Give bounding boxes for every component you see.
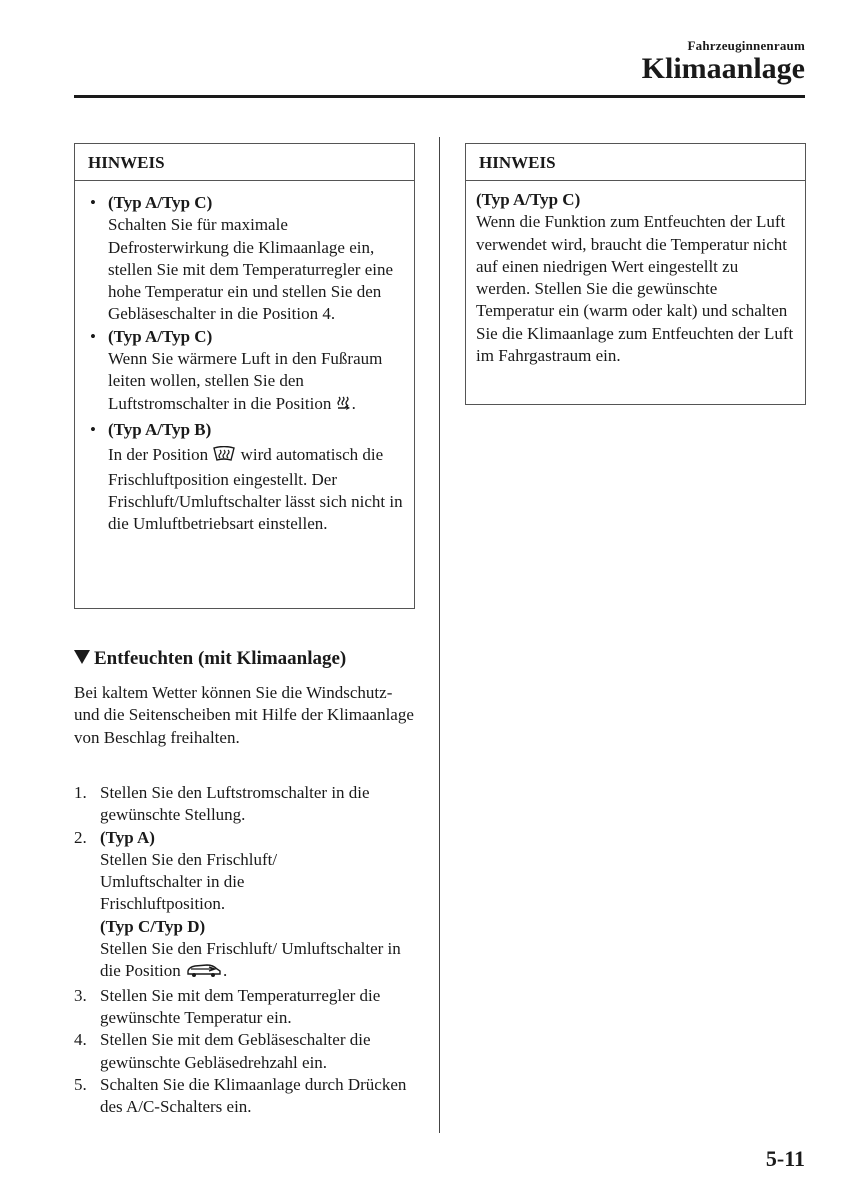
steps-list <box>74 782 419 1118</box>
note-text: Wenn die Funktion zum Entfeuchten der Luft verwendet wird, braucht die Temperatur nicht auf einen niedrigen Wert eingestellt zu werden. Stellen Sie die gewünschte Temperatur ein (warm oder kalt) und schalten Sie die Klimaanlage zum Entfeuchten der Luft im Fahrgastraum ein. <box>476 212 794 366</box>
step-text: Stellen Sie mit dem Gebläseschalter die gewünschte Gebläsedrehzahl ein. <box>100 1030 371 1072</box>
windshield-defrost-icon <box>212 446 236 468</box>
note-label: (Typ A/Typ C) <box>476 190 581 209</box>
list-item <box>74 985 419 1030</box>
item-text-wrap <box>108 348 409 417</box>
step-number: 2. <box>74 827 87 847</box>
item-text-wrap <box>108 444 409 535</box>
item-label: (Typ A/Typ B) <box>108 419 212 439</box>
triangle-icon <box>74 648 90 670</box>
section-heading <box>74 648 346 670</box>
bullet: • <box>90 326 96 346</box>
list-item <box>84 326 409 417</box>
step-text: Stellen Sie den Luftstromschalter in die gewünschte Stellung. <box>100 783 370 825</box>
bullet: • <box>90 193 96 212</box>
step-text: Stellen Sie den Frischluft/ Umluftschalter in die Position <box>100 939 401 981</box>
list-item <box>74 1029 419 1074</box>
step-number: 3. <box>74 985 87 1005</box>
step-text-wrap <box>100 938 419 985</box>
item-text-pre: In der Position <box>108 445 209 465</box>
floor-defrost-icon <box>336 395 352 417</box>
step-number: 5. <box>74 1074 87 1094</box>
step-number: 1. <box>74 783 87 802</box>
item-label: (Typ A/Typ C) <box>108 326 213 346</box>
item-text: Schalten Sie für maximale Defrosterwirkung die Klimaanlage ein, stellen Sie mit dem Temperaturregler eine hohe Temperatur ein und stellen Sie den Gebläseschalter in die Position 4. <box>108 215 394 324</box>
list-item <box>74 1074 419 1119</box>
page-number: 5-11 <box>765 1146 805 1171</box>
list-item <box>84 419 409 535</box>
column-divider <box>439 137 440 1133</box>
step-number: 4. <box>74 1030 87 1050</box>
page-title: Klimaanlage <box>641 52 805 85</box>
item-tail: . <box>351 393 356 413</box>
note-left-content <box>84 192 409 535</box>
step-text: Stellen Sie mit dem Temperaturregler die gewünschte Temperatur ein. <box>100 985 381 1027</box>
item-text-post: wird automatisch die Frischluftposition eingestellt. Der Frischluft/Umluftschalter lässt sich nicht in die Umluftbetriebsart einstellen. <box>108 445 403 534</box>
item-label: (Typ A/Typ C) <box>108 193 213 212</box>
chapter-heading: Fahrzeuginnenraum <box>687 38 805 53</box>
step-label: (Typ C/Typ D) <box>100 916 206 936</box>
list-item <box>84 192 409 326</box>
list-item <box>74 782 419 827</box>
step-tail: . <box>223 961 228 981</box>
step-text: Schalten Sie die Klimaanlage durch Drücken des A/C-Schalters ein. <box>100 1074 407 1117</box>
bullet: • <box>90 419 96 439</box>
fresh-air-icon <box>185 962 223 984</box>
intro-paragraph: Bei kaltem Wetter können Sie die Windschutz- und die Seitenscheiben mit Hilfe der Klimaanlage von Beschlag freihalten. <box>74 683 414 747</box>
list-item <box>74 827 419 985</box>
note-box-right <box>465 143 806 405</box>
item-text: Wenn Sie wärmere Luft in den Fußraum leiten wollen, stellen Sie den Luftstromschalter in die Position <box>108 349 383 413</box>
step-label: (Typ A) <box>100 827 155 847</box>
step-text: Stellen Sie den Frischluft/ Umluftschalter in die Frischluftposition. <box>100 849 278 914</box>
note-heading: HINWEIS <box>466 144 805 181</box>
section-heading-text: Entfeuchten (mit Klimaanlage) <box>94 648 347 669</box>
note-heading: HINWEIS <box>75 144 414 181</box>
header-rule <box>74 95 805 98</box>
